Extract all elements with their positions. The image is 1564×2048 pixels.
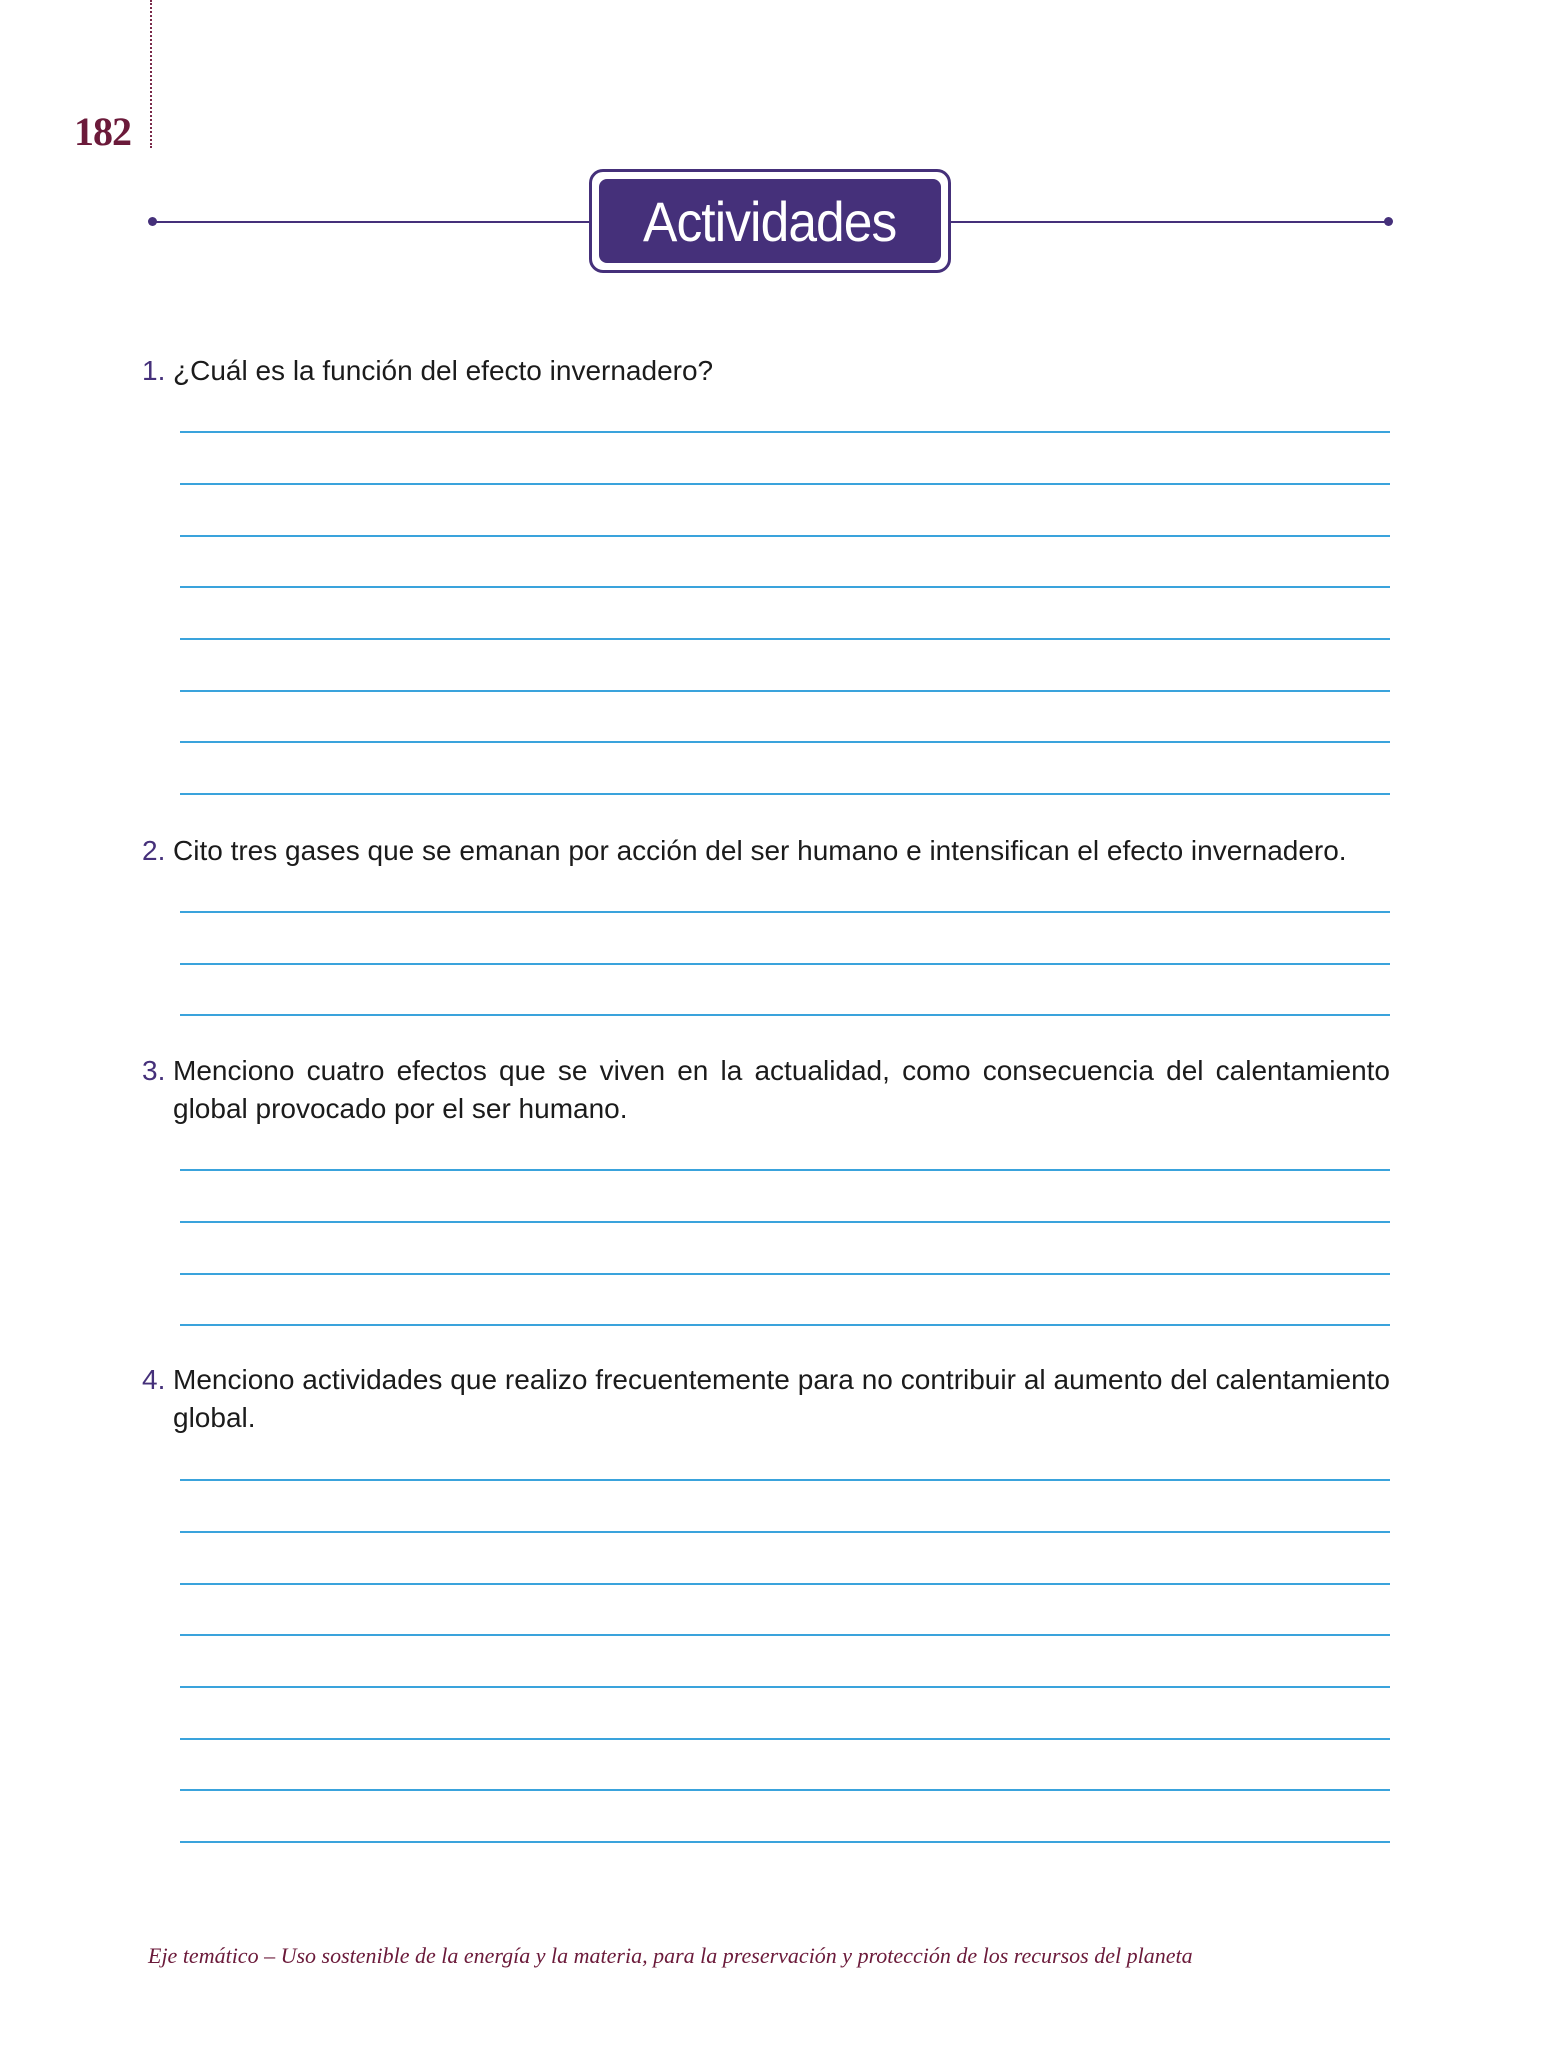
question-text: Menciono cuatro efectos que se viven en la actualidad, como consecuencia del calentamiento global provocado por el ser humano. [173,1055,1390,1124]
answer-line[interactable] [180,535,1390,537]
answer-line[interactable] [180,1014,1390,1016]
answer-line[interactable] [180,1738,1390,1740]
section-title-frame [589,169,951,273]
answer-line[interactable] [180,1789,1390,1791]
answer-line[interactable] [180,1324,1390,1326]
question-3 [142,1052,1390,1128]
question-number: 2. [142,835,166,866]
question-4 [142,1361,1390,1437]
question-1 [142,352,1390,390]
answer-line[interactable] [180,1169,1390,1171]
answer-line[interactable] [180,586,1390,588]
header-rule-right [950,221,1390,223]
question-number: 3. [142,1055,166,1086]
margin-dotted-line [150,0,152,148]
footer-theme-axis: Eje temático – Uso sostenible de la energía y la materia, para la preservación y protección de los recursos del planeta [148,1943,1193,1968]
question-2 [142,832,1390,870]
answer-line[interactable] [180,1634,1390,1636]
header-rule-dot-left [148,217,157,226]
answer-line[interactable] [180,483,1390,485]
header-rule-left [152,221,592,223]
question-text: Menciono actividades que realizo frecuentemente para no contribuir al aumento del calentamiento global. [173,1364,1390,1433]
answer-line[interactable] [180,1686,1390,1688]
answer-line[interactable] [180,911,1390,913]
answer-line[interactable] [180,793,1390,795]
question-number: 4. [142,1364,166,1395]
answer-line[interactable] [180,1583,1390,1585]
answer-line[interactable] [180,1221,1390,1223]
question-number: 1. [142,355,166,386]
header-rule-dot-right [1384,217,1393,226]
answer-line[interactable] [180,690,1390,692]
answer-line[interactable] [180,1841,1390,1843]
answer-line[interactable] [180,1273,1390,1275]
section-title-box [599,179,941,263]
question-text: ¿Cuál es la función del efecto invernadero? [173,355,714,386]
answer-line[interactable] [180,1531,1390,1533]
answer-line[interactable] [180,963,1390,965]
page-number: 182 [74,109,131,154]
answer-line[interactable] [180,1479,1390,1481]
question-text: Cito tres gases que se emanan por acción del ser humano e intensifican el efecto invernadero. [173,835,1347,866]
answer-line[interactable] [180,741,1390,743]
section-title: Actividades [643,189,897,253]
answer-line[interactable] [180,431,1390,433]
answer-line[interactable] [180,638,1390,640]
